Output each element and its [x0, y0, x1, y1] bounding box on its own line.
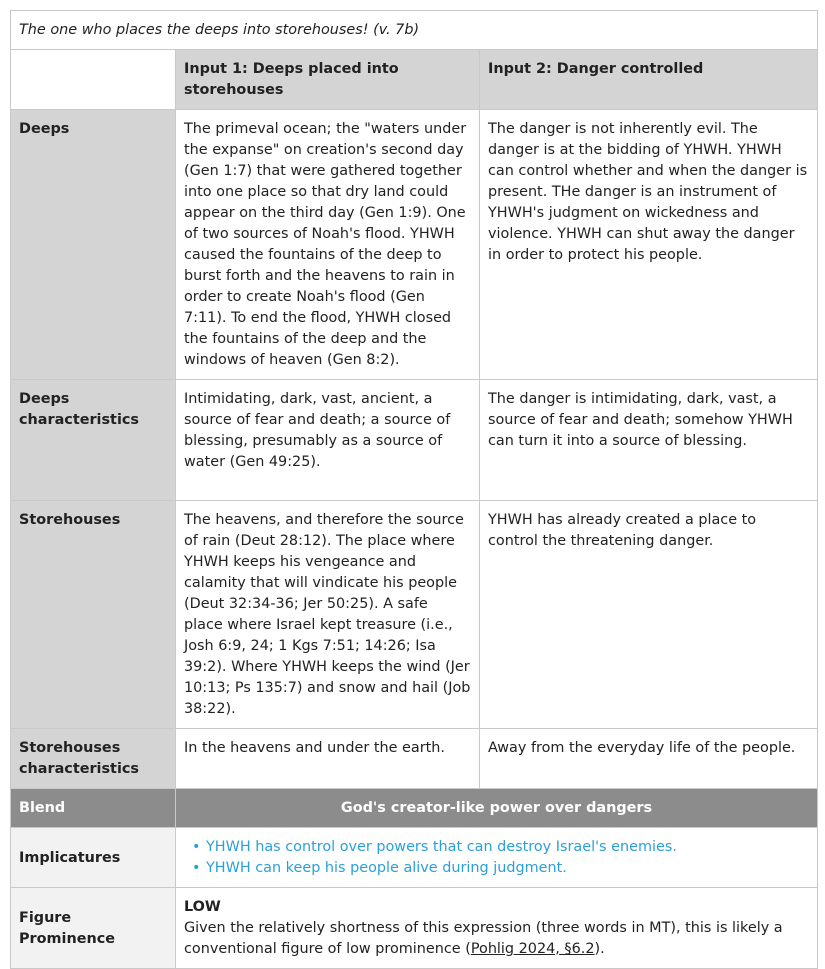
bullet-icon: •: [192, 860, 201, 876]
metaphor-analysis-table-wrapper: [10, 10, 817, 969]
row-label-storehouses: Storehouses: [11, 501, 176, 729]
cell-deeps-characteristics-input1: Intimidating, dark, vast, ancient, a source of fear and death; a source of blessing, presumably as a source of water (Gen 49:25).: [176, 380, 480, 501]
cell-storehouses-characteristics-input2: Away from the everyday life of the people.: [480, 729, 818, 789]
blend-label: Blend: [11, 789, 176, 828]
table-caption: The one who places the deeps into storehouses! (v. 7b): [11, 11, 818, 50]
prominence-text-before: Given the relatively shortness of this expression (three words in MT), this is likely a conventional figure of low prominence (: [184, 920, 783, 957]
blend-value: God's creator-like power over dangers: [176, 789, 818, 828]
cell-storehouses-input1: The heavens, and therefore the source of rain (Deut 28:12). The place where YHWH keeps his vengeance and calamity that will vindicate his people (Deut 32:34-36; Jer 50:25). A safe place where Israel kept treasure (i.e., Josh 6:9, 24; 1 Kgs 7:51; 14:26; Isa 39:2). Where YHWH keeps the wind (Jer 10:13; Ps 135:7) and snow and hail (Job 38:22).: [176, 501, 480, 729]
metaphor-analysis-table: [10, 10, 818, 969]
header-input1: Input 1: Deeps placed into storehouses: [176, 50, 480, 110]
figure-prominence-label: Figure Prominence: [11, 888, 176, 969]
figure-prominence-row: [11, 888, 818, 969]
header-input2: Input 2: Danger controlled: [480, 50, 818, 110]
table-row: [11, 729, 818, 789]
table-row: [11, 380, 818, 501]
implicatures-cell: [176, 828, 818, 888]
list-item: [184, 837, 809, 858]
cell-deeps-characteristics-input2: The danger is intimidating, dark, vast, a source of fear and death; somehow YHWH can turn it into a source of blessing.: [480, 380, 818, 501]
cell-deeps-input2: The danger is not inherently evil. The danger is at the bidding of YHWH. YHWH can control whether and when the danger is present. THe danger is an instrument of YHWH's judgment on wickedness and violence. YHWH can shut away the danger in order to protect his people.: [480, 110, 818, 380]
implicature-text: YHWH has control over powers that can destroy Israel's enemies.: [206, 839, 677, 855]
bullet-icon: •: [192, 839, 201, 855]
row-label-storehouses-characteristics: Storehouses characteristics: [11, 729, 176, 789]
table-row: [11, 110, 818, 380]
cell-deeps-input1: The primeval ocean; the "waters under the expanse" on creation's second day (Gen 1:7) that were gathered together into one place so that dry land could appear on the third day (Gen 1:9). One of two sources of Noah's flood. YHWH caused the fountains of the deep to burst forth and the heavens to rain in order to create Noah's flood (Gen 7:11). To end the flood, YHWH closed the fountains of the deep and the windows of heaven (Gen 8:2).: [176, 110, 480, 380]
prominence-text-after: ).: [594, 941, 605, 957]
table-row: [11, 501, 818, 729]
caption-row: [11, 11, 818, 50]
header-blank-cell: [11, 50, 176, 110]
cell-storehouses-input2: YHWH has already created a place to control the threatening danger.: [480, 501, 818, 729]
pohlig-reference-link[interactable]: Pohlig 2024, §6.2: [470, 941, 595, 957]
implicatures-list: [184, 837, 809, 879]
figure-prominence-cell: [176, 888, 818, 969]
implicatures-row: [11, 828, 818, 888]
blend-row: [11, 789, 818, 828]
implicature-text: YHWH can keep his people alive during judgment.: [206, 860, 567, 876]
implicatures-label: Implicatures: [11, 828, 176, 888]
row-label-deeps-characteristics: Deeps characteristics: [11, 380, 176, 501]
prominence-level: LOW: [184, 899, 221, 915]
cell-storehouses-characteristics-input1: In the heavens and under the earth.: [176, 729, 480, 789]
row-label-deeps: Deeps: [11, 110, 176, 380]
header-row: [11, 50, 818, 110]
list-item: [184, 858, 809, 879]
